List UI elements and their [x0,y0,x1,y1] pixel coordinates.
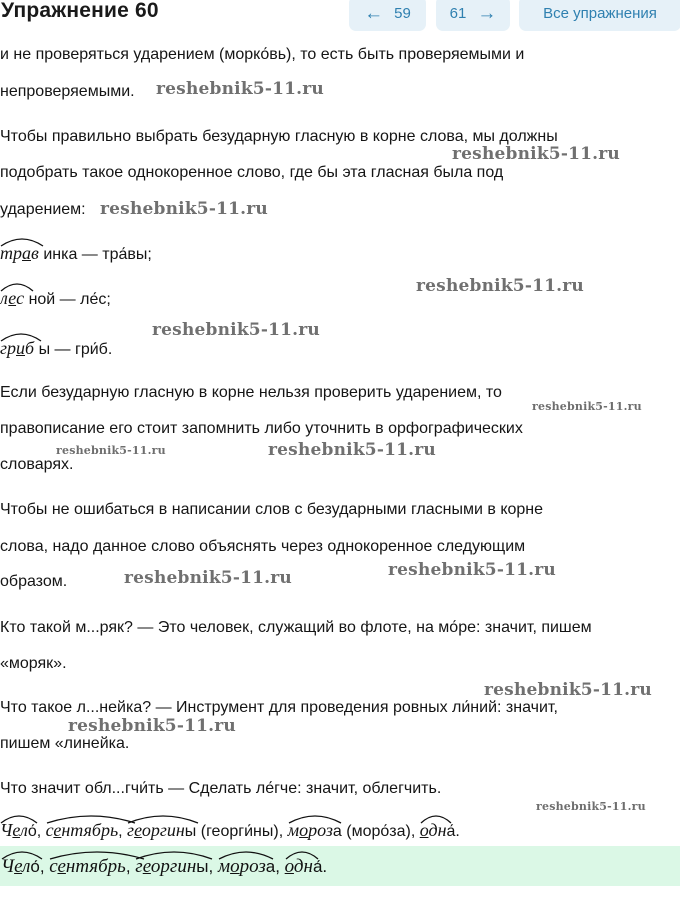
text-line: «моряк». [0,655,67,672]
root-text: оргин [141,820,185,840]
word-root [218,856,266,877]
prev-exercise-button[interactable] [349,0,426,31]
word-root [420,820,447,840]
watermark-text: reshebnik5-11.ru [56,444,166,457]
text-line: Чтобы не ошибаться в написании слов с безударными гласными в корне [0,501,544,518]
text-line: образом. [0,573,68,590]
root-arc-icon [0,235,45,247]
root-text: с [45,820,54,840]
word-root [46,820,119,840]
text-line: непроверяемыми. [0,83,135,100]
text-line: Если безударную гласную в корне нельзя проверить ударением, то [0,384,502,401]
root-vowel: е [12,820,20,840]
text-line: подобрать такое однокоренное слово, где бы эта гласная была под [0,164,504,181]
word-root [49,856,126,877]
root-text: Ч [0,820,13,840]
root-text: гр [0,338,17,358]
watermark-text: reshebnik5-11.ru [532,400,642,413]
root-text: нтябрь [61,820,119,840]
watermark-text: reshebnik5-11.ru [484,680,652,700]
watermark-text: reshebnik5-11.ru [124,568,292,588]
root-text: м [217,856,231,877]
example-rest: ы — гри́б. [38,341,113,358]
root-arc-icon [134,848,214,860]
root-vowel: е [53,820,62,840]
root-text: л [0,288,9,308]
root-vowel: о [284,856,294,877]
text-line: Что такое л...нейка? — Инструмент для проведения ровных ли́ний: значит, [0,699,558,716]
watermark-text: reshebnik5-11.ru [536,800,646,813]
root-arc-icon [217,848,275,860]
root-text: с [16,288,25,308]
text-line: пишем «линейка. [0,735,130,752]
word-root [285,856,313,877]
word-ending: о́, [27,823,42,840]
watermark-text: reshebnik5-11.ru [156,79,324,99]
exercise-line [0,820,460,842]
example-rest: инка — тра́вы; [43,246,152,263]
root-vowel: о [230,856,240,877]
word-ending: а́. [446,823,460,840]
text-line: слова, надо данное слово объяснять через однокоренное следующим [0,538,526,555]
watermark-text: reshebnik5-11.ru [268,440,436,460]
watermark-text: reshebnik5-11.ru [68,716,236,736]
word-root [0,243,43,263]
root-vowel: е [14,856,23,877]
word-root [0,288,29,308]
root-text: г [127,820,135,840]
page-title: Упражнение 60 [1,0,159,22]
text-line: правописание его стоит запомнить либо уточнить в орфографических [0,420,523,437]
word-root [288,820,333,840]
root-text: Ч [1,856,15,877]
watermark-text: reshebnik5-11.ru [152,320,320,340]
root-arc-icon [284,848,320,860]
word-root [0,820,28,840]
word-root [1,856,30,877]
root-text: с [49,856,58,877]
root-vowel: е [57,856,66,877]
root-arc-icon [419,812,453,824]
root-text: г [135,856,143,877]
header [0,0,680,34]
root-vowel: е [142,856,151,877]
root-vowel: а [22,243,31,263]
text-line: и не проверяться ударением (морко́вь), то есть быть проверяемыми и [0,46,525,63]
root-vowel: е [134,820,142,840]
root-arc-icon [48,848,146,860]
root-text: дн [293,856,313,877]
word-root [0,338,39,358]
text-line: Чтобы правильно выбрать безударную гласную в корне слова, мы должны [0,128,558,145]
all-exercises-label: Все упражнения [543,5,657,22]
arrow-left-icon: ← [364,3,384,24]
watermark-text: reshebnik5-11.ru [452,144,620,164]
example-rest: ной — ле́с; [28,291,111,308]
word-ending: о́, [30,857,45,876]
root-arc-icon [0,330,43,342]
root-text: л [19,820,28,840]
word-root [127,820,185,840]
arrow-right-icon: → [477,3,497,24]
root-arc-icon [126,812,200,824]
root-text: тр [0,243,22,263]
root-text: оргин [150,856,197,877]
all-exercises-button[interactable] [519,0,680,31]
root-vowel: и [16,338,26,358]
root-text: роз [308,820,333,840]
example-line [0,243,152,265]
text-line: Кто такой м...ряк? — Это человек, служащий во флоте, на мо́ре: значит, пишем [0,619,592,636]
text-line: словарях. [0,456,74,473]
root-text: нтябрь [65,856,126,877]
root-vowel: о [419,820,429,840]
text-line: ударением: [0,201,86,218]
root-arc-icon [0,848,44,860]
answer-line [1,856,327,878]
root-vowel: е [8,288,17,308]
root-text: л [22,856,31,877]
prev-exercise-label: 59 [394,5,411,22]
root-arc-icon [45,812,137,824]
root-arc-icon [287,812,343,824]
word-ending: а (моро́за), [332,823,416,840]
word-ending: а, [265,857,280,876]
root-text: в [31,243,39,263]
example-line [0,338,112,360]
root-arc-icon [0,280,35,292]
root-text: б [25,338,35,358]
word-ending: а́. [312,857,328,876]
watermark-text: reshebnik5-11.ru [388,560,556,580]
root-text: дн [428,820,447,840]
watermark-text: reshebnik5-11.ru [416,276,584,296]
root-arc-icon [0,812,39,824]
example-line [0,288,111,310]
next-exercise-label: 61 [449,5,467,22]
watermark-text: reshebnik5-11.ru [100,199,268,219]
root-text: роз [239,856,266,877]
root-text: м [287,820,300,840]
word-ending: , [125,857,131,876]
text-line: Что значит обл...гчи́ть — Сделать ле́гче: значит, облегчить. [0,780,442,797]
answer-box [0,846,680,886]
word-root [135,856,196,877]
word-ending: ы, [196,857,214,876]
next-exercise-button[interactable] [436,0,510,31]
root-vowel: о [299,820,309,840]
word-ending: ы (георги́ны), [184,823,284,840]
word-ending: , [118,823,123,840]
